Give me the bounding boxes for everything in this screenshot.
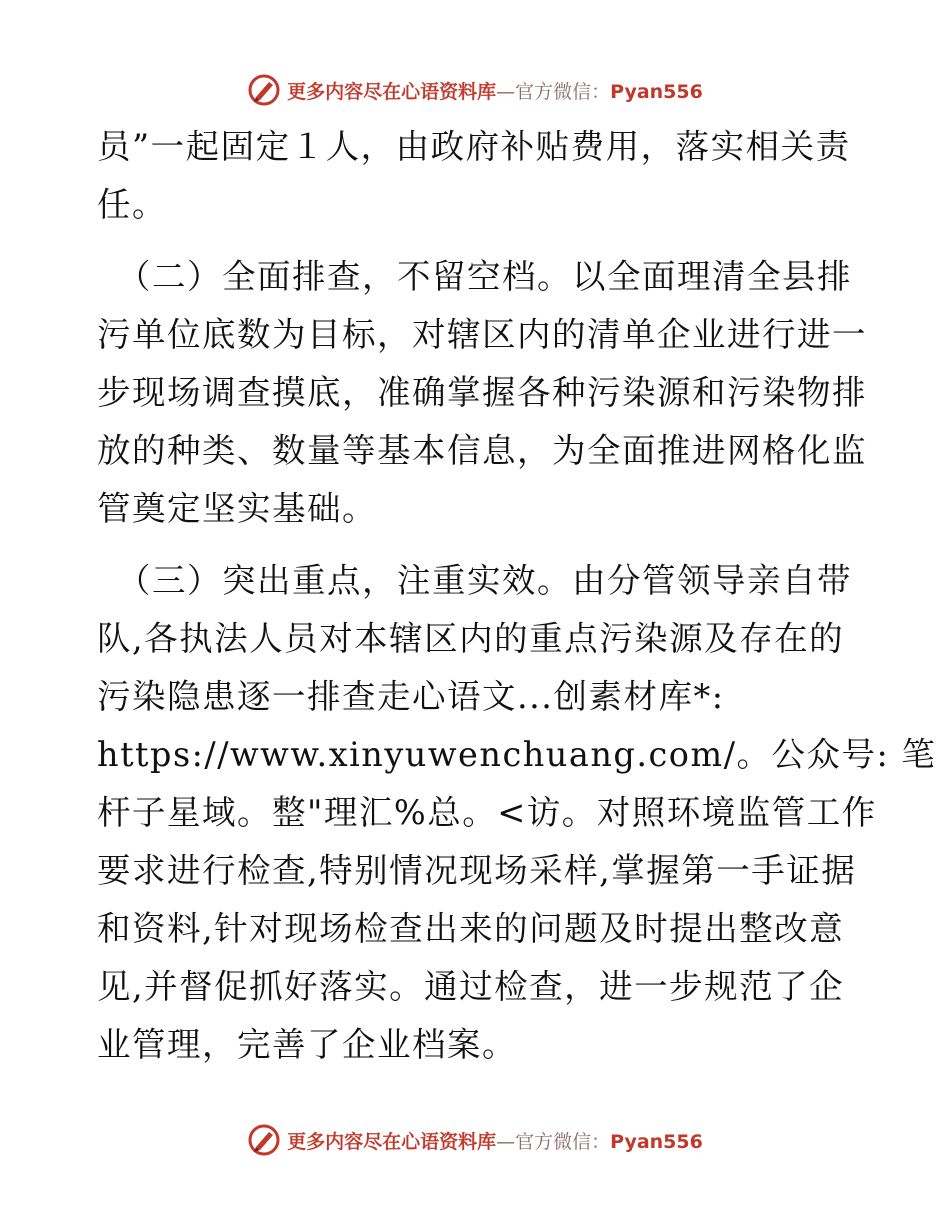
footer-watermark-banner xyxy=(0,1120,950,1160)
banner-text: 更多内容尽在心语资料库—官方微信：Pyan556 xyxy=(287,80,703,103)
text-line: 管奠定坚实基础。 xyxy=(97,489,377,528)
text-line: 污单位底数为目标，对辖区内的清单企业进行进一 xyxy=(97,315,867,354)
pen-circle-logo-icon xyxy=(247,73,281,107)
text-line: 业管理，完善了企业档案。 xyxy=(97,1025,517,1064)
paragraph-3 xyxy=(97,552,937,1074)
text-line: 杆子星域。整"理汇%总。<访。对照环境监管工作 xyxy=(97,793,877,832)
text-line: 污染隐患逐一排查走心语文...创素材库*: xyxy=(97,677,725,716)
paragraph-2 xyxy=(97,248,867,538)
text-line: （三）突出重点，注重实效。由分管领导亲自带 xyxy=(117,561,852,600)
text-line: （二）全面排查，不留空档。以全面理清全县排 xyxy=(117,257,852,296)
text-line: https://www.xinyuwenchuang.com/。公众号: 笔 xyxy=(97,735,937,774)
pen-circle-logo-icon xyxy=(247,1123,281,1157)
text-line: 和资料,针对现场检查出来的问题及时提出整改意 xyxy=(97,909,845,948)
text-line: 要求进行检查,特别情况现场采样,掌握第一手证据 xyxy=(97,851,857,890)
text-line: 员”一起固定１人，由政府补贴费用，落实相关责 xyxy=(97,127,851,166)
header-watermark-banner xyxy=(0,70,950,110)
text-line: 步现场调查摸底，准确掌握各种污染源和污染物排 xyxy=(97,373,867,412)
text-line: 队,各执法人员对本辖区内的重点污染源及存在的 xyxy=(97,619,845,658)
document-body xyxy=(97,118,937,1074)
paragraph-1 xyxy=(97,118,857,234)
banner-text: 更多内容尽在心语资料库—官方微信：Pyan556 xyxy=(287,1130,703,1153)
text-line: 放的种类、数量等基本信息，为全面推进网格化监 xyxy=(97,431,867,470)
text-line: 见,并督促抓好落实。通过检查，进一步规范了企 xyxy=(97,967,845,1006)
text-line: 任。 xyxy=(97,185,167,224)
